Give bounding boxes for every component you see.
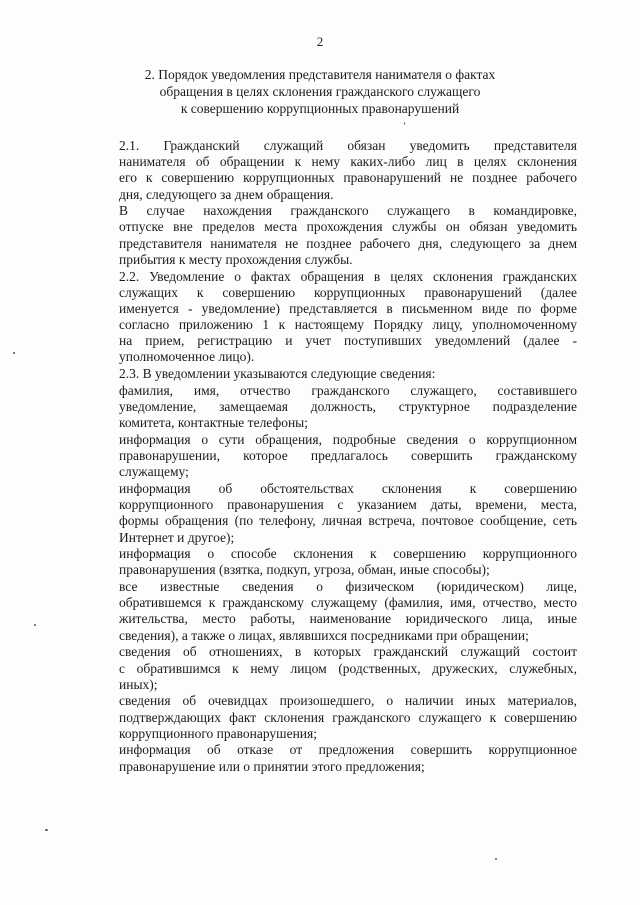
body-paragraph (90, 693, 577, 742)
text-line: информация о способе склонения к совершению коррупционного (119, 546, 577, 562)
text-line: правонарушении, которое предлагалось совершить гражданскому (119, 448, 577, 464)
scan-speck (34, 624, 36, 626)
text-line: правонарушения (взятка, подкуп, угроза, обман, иные способы); (119, 562, 490, 578)
body-paragraph (90, 269, 577, 366)
text-line: с обратившимся к нему лицом (родственных, дружеских, служебных, (119, 660, 577, 676)
text-line: Интернет и другое); (119, 529, 235, 545)
text-line: все известные сведения о физическом (юридическом) лице, (119, 579, 577, 595)
body-paragraph (90, 546, 577, 578)
text-line: нанимателя об обращении к нему каких-либо лиц в целях склонения (119, 154, 577, 170)
text-line: уполномоченное лицо). (119, 349, 255, 365)
text-line: сведения об очевидцах произошедшего, о наличии иных материалов, (119, 693, 577, 709)
body-paragraph (90, 644, 577, 693)
text-line: сведения об отношениях, в которых гражданский служащий состоит (119, 644, 577, 660)
body-paragraph (90, 742, 577, 774)
section-title-line: к совершению коррупционных правонарушений (180, 101, 460, 116)
text-line: В случае нахождения гражданского служащего в командировке, (119, 203, 577, 219)
text-line: 2.3. В уведомлении указываются следующие сведения: (119, 366, 436, 382)
text-line: представителя нанимателя не позднее рабочего дня, следующего за днем (119, 235, 577, 251)
body-paragraph (90, 432, 577, 481)
text-line: сведения), а также о лицах, являвшихся посредниками при обращении; (119, 627, 529, 643)
text-line: коррупционного правонарушения; (119, 725, 317, 741)
text-line: информация об обстоятельствах склонения к совершению (119, 480, 577, 496)
page-number: 2 (316, 34, 324, 49)
scan-speck (495, 858, 497, 860)
text-line: жительства, место работы, наименование юридического лица, иные (119, 611, 577, 627)
section-title-line: 2. Порядок уведомления представителя нанимателя о фактах (144, 67, 496, 82)
text-line: дня, следующего за днем обращения. (119, 186, 334, 202)
body-paragraph (90, 366, 577, 382)
text-line: служащих к совершению коррупционных правонарушений (далее (119, 284, 577, 300)
text-line: комитета, контактные телефоны; (119, 415, 309, 431)
body-paragraph (90, 579, 577, 644)
text-line: прибытия к месту прохождения службы. (119, 251, 353, 267)
text-line: именуется - уведомление) представляется в письменном виде по форме (119, 300, 577, 316)
text-line: на прием, регистрацию и учет поступивших уведомлений (далее - (119, 333, 577, 349)
text-line: информация о сути обращения, подробные сведения о коррупционном (119, 431, 577, 447)
text-line: формы обращения (по телефону, личная встреча, почтовое сообщение, сеть (119, 513, 577, 529)
scan-speck (404, 122, 405, 125)
text-line: правонарушение или о принятии этого предложения; (119, 758, 425, 774)
text-line: фамилия, имя, отчество гражданского служащего, составившего (119, 382, 577, 398)
text-line: отпуске вне пределов места прохождения службы он обязан уведомить (119, 219, 577, 235)
body-paragraph (90, 138, 577, 203)
text-line: служащему; (119, 464, 189, 480)
text-line: уведомление, замещаемая должность, структурное подразделение (119, 399, 577, 414)
text-line: иных); (119, 676, 158, 692)
text-line: обратившемся к гражданскому служащему (фамилия, имя, отчество, место (119, 595, 577, 611)
section-title (100, 66, 540, 117)
section-title-line: обращения в целях склонения гражданского служащего (159, 84, 481, 99)
text-line: 2.2. Уведомление о фактах обращения в целях склонения гражданских (119, 268, 577, 284)
text-line: его к совершению коррупционных правонарушений не позднее рабочего (119, 170, 577, 186)
text-line: информация об отказе от предложения совершить коррупционное (119, 742, 577, 758)
body-paragraph (90, 203, 577, 268)
text-line: коррупционного правонарушения с указанием даты, времени, места, (119, 497, 577, 513)
text-line: подтверждающих факт склонения гражданского служащего к совершению (119, 709, 577, 725)
text-line: 2.1. Гражданский служащий обязан уведомить представителя (119, 138, 577, 153)
body-text (90, 138, 577, 775)
scan-speck (45, 829, 48, 831)
body-paragraph (90, 383, 577, 432)
text-line: согласно приложению 1 к настоящему Порядку лицу, уполномоченному (119, 317, 577, 333)
scan-speck (13, 352, 15, 354)
body-paragraph (90, 481, 577, 546)
